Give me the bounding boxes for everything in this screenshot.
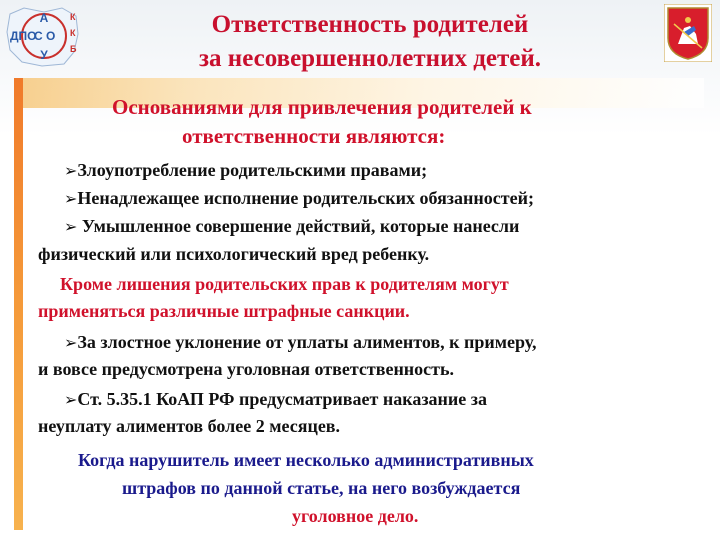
final-line-3: уголовное дело. xyxy=(292,506,419,526)
logo-letters-dpo: ДПО xyxy=(10,29,37,43)
title-line-1: Ответственность родителей xyxy=(211,11,529,38)
checkmark-arrow-icon: ➢ xyxy=(64,333,78,352)
checkmark-arrow-icon: ➢ xyxy=(64,217,78,236)
list-item-text: За злостное уклонение от уплаты алиментов, к примеру, xyxy=(77,332,537,352)
list-item xyxy=(64,387,487,412)
title-line-2: за несовершеннолетних детей. xyxy=(199,45,541,72)
logo-letter-b: Б xyxy=(70,44,77,54)
content-heading-line-2: ответственности являются: xyxy=(182,124,446,148)
content-heading-line-1: Основаниями для привлечения родителей к xyxy=(112,95,532,119)
logo-letter-s: С xyxy=(34,29,43,43)
checkmark-arrow-icon: ➢ xyxy=(64,390,78,409)
coat-of-arms-icon xyxy=(664,4,712,62)
left-accent-bar xyxy=(14,78,23,530)
checkmark-arrow-icon: ➢ xyxy=(64,161,78,180)
red-note-line-2: применяться различные штрафные санкции. xyxy=(38,301,410,321)
page-title xyxy=(120,8,620,76)
red-note-line-1: Кроме лишения родительских прав к родителям могут xyxy=(60,274,509,294)
list-item-text: Ст. 5.35.1 КоАП РФ предусматривает наказание за xyxy=(77,389,488,409)
logo-letter-k2: К xyxy=(70,28,76,38)
list-item-text: Умышленное совершение действий, которые нанесли xyxy=(77,216,520,236)
logo-letter-k1: К xyxy=(70,12,76,22)
list-item-continuation: физический или психологический вред ребенку. xyxy=(38,244,430,264)
final-line-1: Когда нарушитель имеет несколько административных xyxy=(78,450,534,470)
list-item-continuation: и вовсе предусмотрена уголовная ответственность. xyxy=(38,359,455,379)
final-line-2: штрафов по данной статье, на него возбуждается xyxy=(122,478,521,498)
list-item xyxy=(64,158,427,183)
list-item xyxy=(64,186,534,211)
list-item-text: Злоупотребление родительскими правами; xyxy=(77,160,428,180)
list-item xyxy=(64,330,536,355)
dpo-logo-icon xyxy=(4,4,84,68)
list-item-text: Ненадлежащее исполнение родительских обязанностей; xyxy=(77,188,534,208)
logo-letter-u: У xyxy=(40,48,48,62)
logo-letter-o: О xyxy=(46,29,56,43)
logo-letter-a: А xyxy=(39,11,49,25)
list-item-continuation: неуплату алиментов более 2 месяцев. xyxy=(38,416,341,436)
checkmark-arrow-icon: ➢ xyxy=(64,189,78,208)
dpo-logo xyxy=(4,4,84,68)
list-item xyxy=(64,214,519,239)
